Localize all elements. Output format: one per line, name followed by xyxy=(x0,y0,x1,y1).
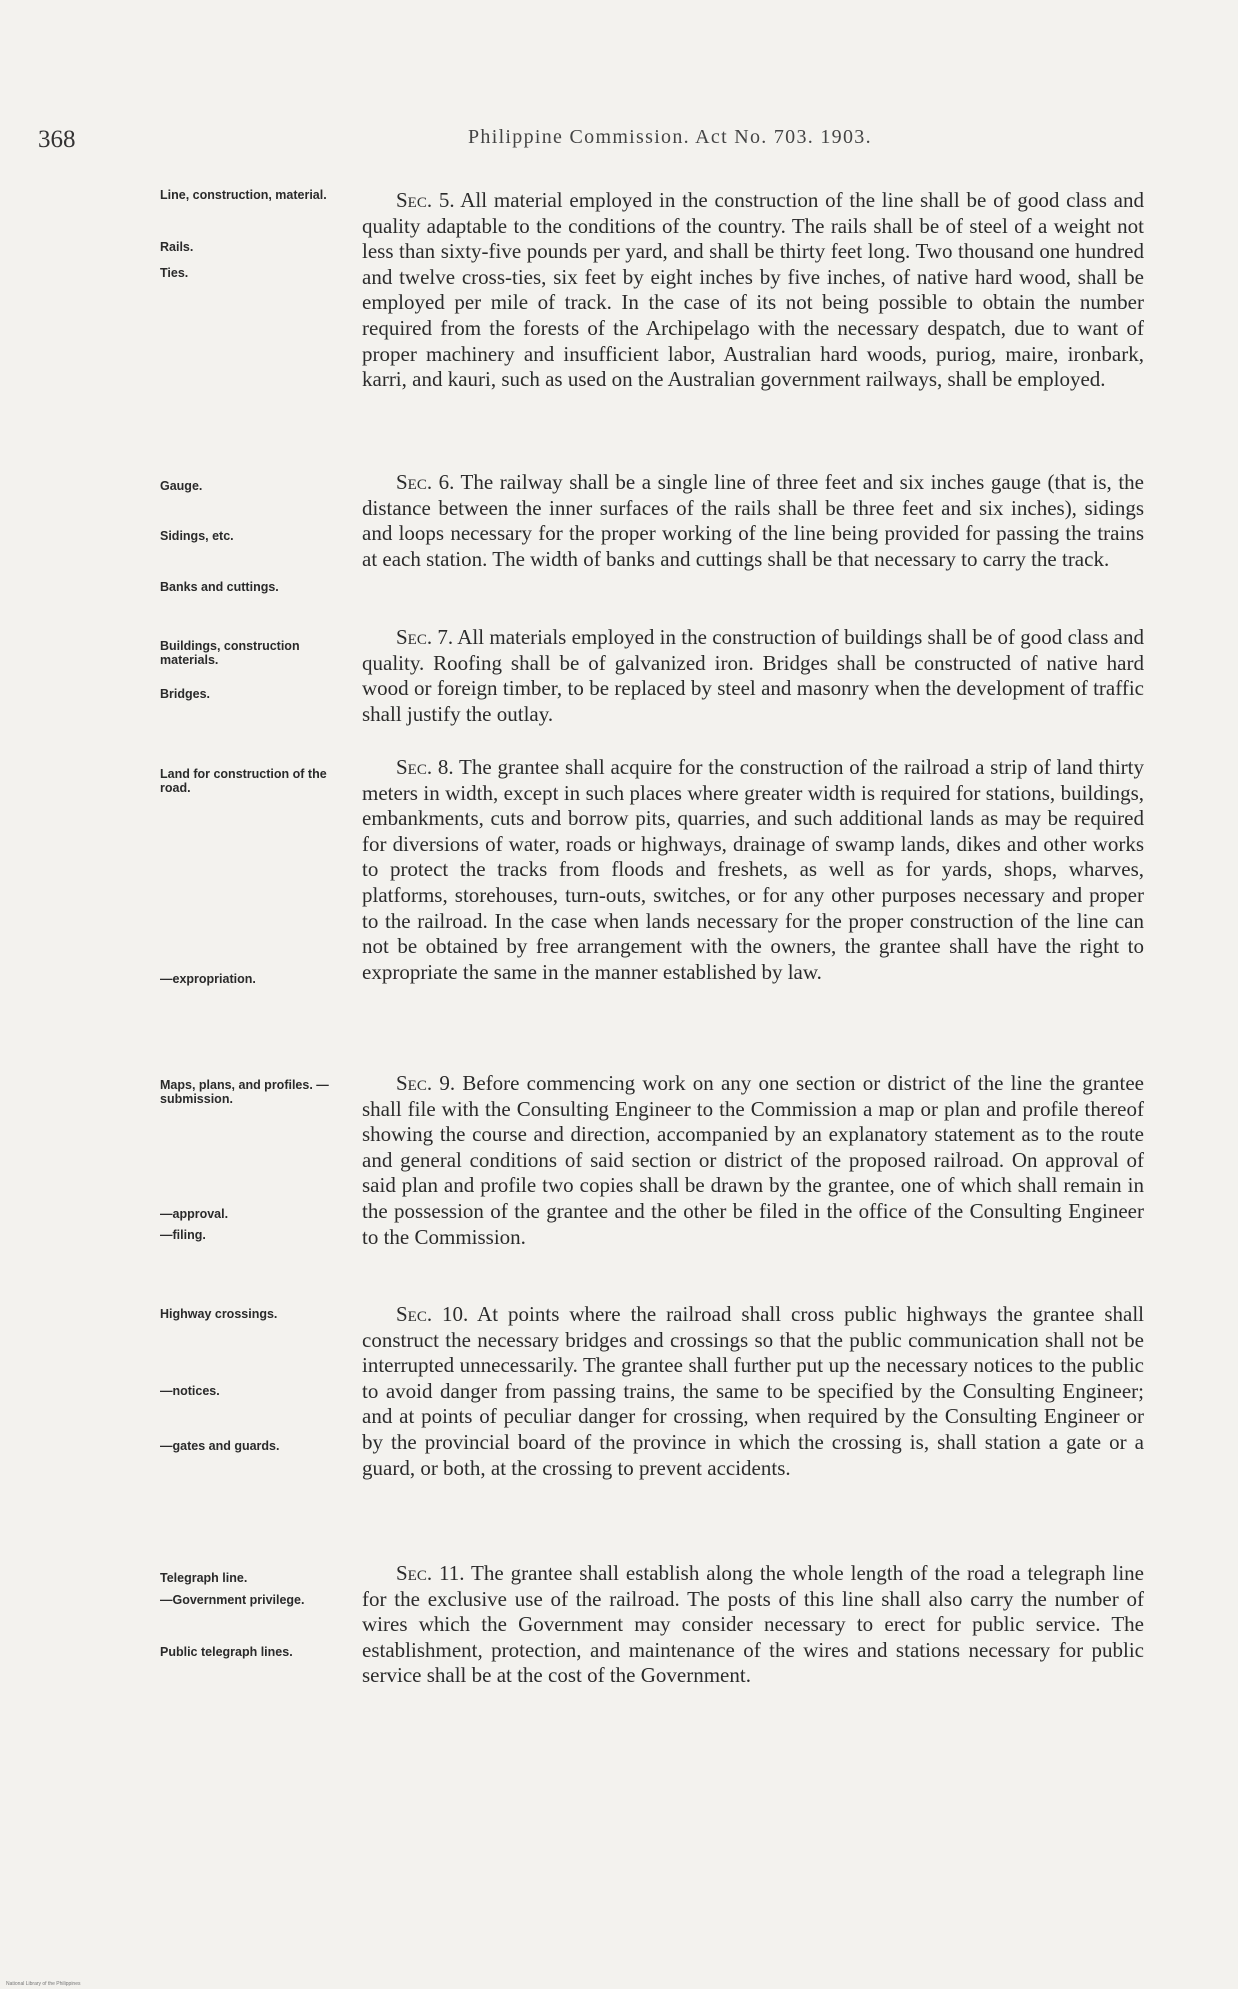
section-body xyxy=(362,625,1144,727)
section-text: The grantee shall acquire for the construction of the railroad a strip of land thirty meters in width, except in such places where greater width is required for stations, buildings, embankments, cuts and borrow pits, quarries, and such additional lands as may be required for diversions of water, roads or highways, drainage of swamp lands, dikes and other works to protect the tracks from floods and freshets, as well as for yards, shops, wharves, platforms, storehouses, turn-outs, switches, or for any other purposes necessary and proper to the railroad. In the case when lands necessary for the proper construction of the line can not be obtained by free arrangement with the owners, the grantee shall have the right to expropriate the same in the manner established by law. xyxy=(362,755,1144,984)
margin-note: —expropriation. xyxy=(160,972,256,986)
section-label: Sec. 7. xyxy=(396,625,454,649)
section-body xyxy=(362,1561,1144,1689)
margin-note: —filing. xyxy=(160,1228,206,1242)
margin-note: Telegraph line. xyxy=(160,1571,248,1585)
margin-note: —gates and guards. xyxy=(160,1439,280,1453)
margin-note: Maps, plans, and profiles. —submission. xyxy=(160,1078,329,1106)
section-text: Before commencing work on any one section or district of the line the grantee shall file with the Consulting Engineer to the Commission a map or plan and profile thereof showing the course and direction, accompanied by an explanatory statement as to the route and general conditions of said section or district of the proposed railroad. On approval of said plan and profile two copies shall be drawn by the grantee, one of which shall remain in the possession of the grantee and the other be filed in the office of the Consulting Engineer to the Commission. xyxy=(362,1071,1144,1249)
margin-note: Gauge. xyxy=(160,479,203,493)
section-body xyxy=(362,1302,1144,1481)
section-body xyxy=(362,1071,1144,1250)
scan-credit: National Library of the Philippines xyxy=(6,1981,81,1987)
section-body xyxy=(362,470,1144,572)
section-text: The railway shall be a single line of three feet and six inches gauge (that is, the distance between the inner surfaces of the rails shall be three feet and six inches), sidings and loops necessary for the proper working of the line being provided for passing the trains at each station. The width of banks and cuttings shall be that necessary to carry the track. xyxy=(362,470,1144,571)
section-text: All materials employed in the construction of buildings shall be of good class and quality. Roofing shall be of galvanized iron. Bridges shall be constructed of native hard wood or foreign timber, to be replaced by steel and masonry when the development of traffic shall justify the outlay. xyxy=(362,625,1144,726)
margin-note: —notices. xyxy=(160,1384,220,1398)
section-body xyxy=(362,188,1144,393)
margin-note: Sidings, etc. xyxy=(160,529,234,543)
margin-note: Banks and cuttings. xyxy=(160,580,279,594)
margin-note: —approval. xyxy=(160,1207,229,1221)
page-number: 368 xyxy=(38,126,76,153)
margin-note: Rails. xyxy=(160,240,194,254)
section-body xyxy=(362,755,1144,985)
margin-note: Line, construction, material. xyxy=(160,188,327,202)
margin-note: Highway crossings. xyxy=(160,1307,278,1321)
margin-note: Buildings, construction materials. xyxy=(160,639,300,667)
margin-note: Public telegraph lines. xyxy=(160,1645,293,1659)
section-text: The grantee shall establish along the whole length of the road a telegraph line for the exclusive use of the railroad. The posts of this line shall also carry the number of wires which the Government may consider necessary to erect for public service. The establishment, protection, and maintenance of the wires and stations necessary for public service shall be at the cost of the Government. xyxy=(362,1561,1145,1688)
section-label: Sec. 9. xyxy=(396,1071,456,1095)
section-label: Sec. 11. xyxy=(396,1561,465,1585)
margin-note: Ties. xyxy=(160,266,189,280)
running-head: Philippine Commission. Act No. 703. 1903. xyxy=(468,126,872,148)
section-text: All material employed in the construction of the line shall be of good class and quality adaptable to the conditions of the country. The rails shall be of steel of a weight not less than sixty-five pounds per yard, and shall be thirty feet long. Two thousand one hundred and twelve cross-ties, six feet by eight inches by five inches, of native hard wood, shall be employed per mile of track. In the case of its not being possible to obtain the number required from the forests of the Archipelago with the necessary despatch, due to want of proper machinery and insufficient labor, Australian hard woods, puriog, maire, ironbark, karri, and kauri, such as used on the Australian government railways, shall be employed. xyxy=(362,188,1145,392)
section-label: Sec. 6. xyxy=(396,470,455,494)
margin-note: —Government privilege. xyxy=(160,1593,305,1607)
margin-note: Bridges. xyxy=(160,687,211,701)
section-label: Sec. 8. xyxy=(396,755,454,779)
section-label: Sec. 10. xyxy=(396,1302,469,1326)
margin-note: Land for construction of the road. xyxy=(160,767,327,795)
section-text: At points where the railroad shall cross public highways the grantee shall construct the necessary bridges and crossings so that the public communication shall not be interrupted unnecessarily. The grantee shall further put up the necessary notices to the public to avoid danger from passing trains, the same to be specified by the Consulting Engineer; and at points of peculiar danger for crossing, when required by the Consulting Engineer or by the provincial board of the province in which the crossing is, shall station a gate or a guard, or both, at the crossing to prevent accidents. xyxy=(362,1302,1144,1480)
section-label: Sec. 5. xyxy=(396,188,455,212)
